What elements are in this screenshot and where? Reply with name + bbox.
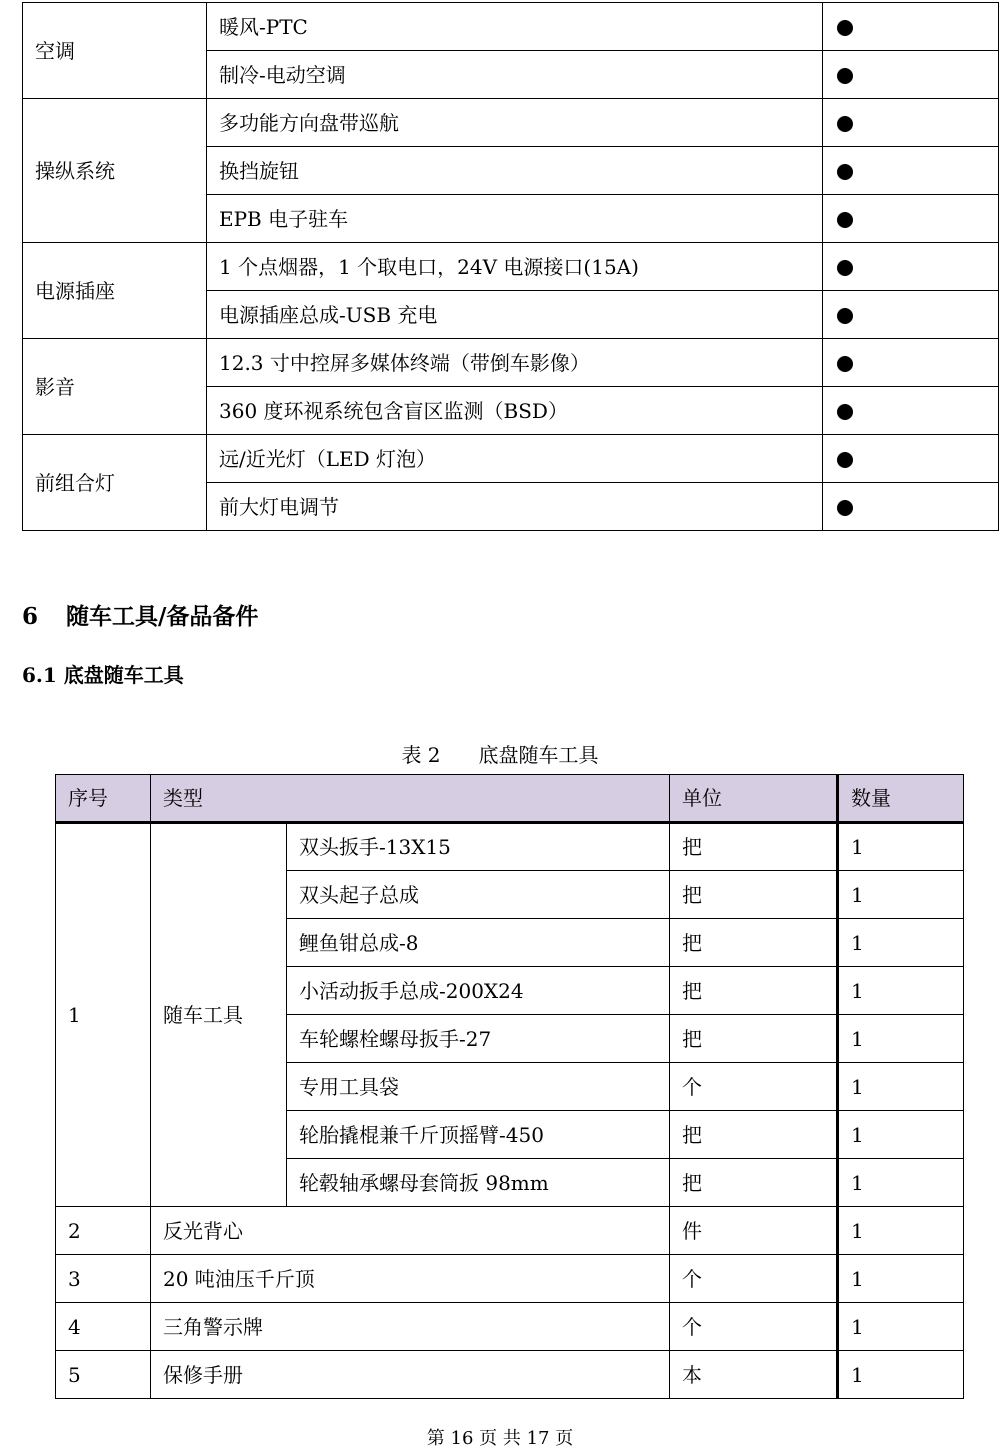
section-number: 6 [22,603,39,630]
equipped-mark [823,435,999,483]
item-cell: 远/近光灯（LED 灯泡） [207,435,823,483]
seq-cell: 5 [56,1351,151,1399]
unit-cell: 把 [670,1111,838,1159]
type-cell: 20 吨油压千斤顶 [151,1255,670,1303]
unit-cell: 个 [670,1063,838,1111]
bullet-dot-icon [837,356,853,372]
unit-cell: 把 [670,871,838,919]
qty-cell: 1 [838,1063,964,1111]
item-cell: 双头起子总成 [287,871,670,919]
header-qty: 数量 [838,775,964,823]
bullet-dot-icon [837,116,853,132]
table-row [23,99,999,147]
item-cell: 电源插座总成-USB 充电 [207,291,823,339]
category-cell: 前组合灯 [23,435,207,531]
unit-cell: 把 [670,967,838,1015]
header-seq: 序号 [56,775,151,823]
section-title: 随车工具/备品备件 [66,603,259,630]
equipped-mark [823,339,999,387]
equipped-mark [823,387,999,435]
config-table [22,2,999,531]
table-row [23,339,999,387]
tools-table [55,774,964,1399]
type-cell: 随车工具 [151,823,287,1207]
equipped-mark [823,99,999,147]
table-row [23,3,999,51]
item-cell: 车轮螺栓螺母扳手-27 [287,1015,670,1063]
qty-cell: 1 [838,1207,964,1255]
table-row [23,243,999,291]
qty-cell: 1 [838,1303,964,1351]
bullet-dot-icon [837,212,853,228]
item-cell: 360 度环视系统包含盲区监测（BSD） [207,387,823,435]
table-caption-label: 表 2 [401,743,441,767]
bullet-dot-icon [837,308,853,324]
seq-cell: 1 [56,823,151,1207]
table-caption-title: 底盘随车工具 [478,743,599,767]
subsection-title: 底盘随车工具 [63,663,184,687]
qty-cell: 1 [838,919,964,967]
table-caption [0,739,1000,768]
table-row [56,823,964,871]
header-type: 类型 [151,775,670,823]
bullet-dot-icon [837,20,853,36]
item-cell: 前大灯电调节 [207,483,823,531]
table-row [56,1303,964,1351]
item-cell: 双头扳手-13X15 [287,823,670,871]
item-cell: 换挡旋钮 [207,147,823,195]
item-cell: 小活动扳手总成-200X24 [287,967,670,1015]
qty-cell: 1 [838,871,964,919]
header-unit: 单位 [670,775,838,823]
unit-cell: 把 [670,823,838,871]
unit-cell: 个 [670,1255,838,1303]
unit-cell: 本 [670,1351,838,1399]
table-row [23,435,999,483]
item-cell: 专用工具袋 [287,1063,670,1111]
page-number-footer: 第 16 页 共 17 页 [426,1428,574,1449]
section-heading [22,598,258,631]
table-row [56,1255,964,1303]
seq-cell: 4 [56,1303,151,1351]
bullet-dot-icon [837,164,853,180]
equipped-mark [823,147,999,195]
category-cell: 空调 [23,3,207,99]
qty-cell: 1 [838,823,964,871]
qty-cell: 1 [838,1255,964,1303]
item-cell: 1 个点烟器，1 个取电口，24V 电源接口(15A) [207,243,823,291]
item-cell: 多功能方向盘带巡航 [207,99,823,147]
type-cell: 保修手册 [151,1351,670,1399]
unit-cell: 把 [670,1015,838,1063]
qty-cell: 1 [838,1159,964,1207]
qty-cell: 1 [838,1111,964,1159]
unit-cell: 个 [670,1303,838,1351]
equipped-mark [823,243,999,291]
item-cell: 轮胎撬棍兼千斤顶摇臂-450 [287,1111,670,1159]
item-cell: 轮毂轴承螺母套筒扳 98mm [287,1159,670,1207]
subsection-number: 6.1 [22,663,57,687]
category-cell: 影音 [23,339,207,435]
type-cell: 三角警示牌 [151,1303,670,1351]
item-cell: 制冷-电动空调 [207,51,823,99]
equipped-mark [823,195,999,243]
category-cell: 操纵系统 [23,99,207,243]
equipped-mark [823,3,999,51]
subsection-heading [22,659,184,688]
seq-cell: 3 [56,1255,151,1303]
unit-cell: 把 [670,1159,838,1207]
seq-cell: 2 [56,1207,151,1255]
qty-cell: 1 [838,1015,964,1063]
item-cell: 暖风-PTC [207,3,823,51]
equipped-mark [823,291,999,339]
item-cell: 鲤鱼钳总成-8 [287,919,670,967]
qty-cell: 1 [838,1351,964,1399]
bullet-dot-icon [837,404,853,420]
bullet-dot-icon [837,260,853,276]
item-cell: EPB 电子驻车 [207,195,823,243]
equipped-mark [823,483,999,531]
type-cell: 反光背心 [151,1207,670,1255]
qty-cell: 1 [838,967,964,1015]
category-cell: 电源插座 [23,243,207,339]
bullet-dot-icon [837,500,853,516]
unit-cell: 件 [670,1207,838,1255]
equipped-mark [823,51,999,99]
table-row [56,1207,964,1255]
bullet-dot-icon [837,68,853,84]
item-cell: 12.3 寸中控屏多媒体终端（带倒车影像） [207,339,823,387]
table-row [56,1351,964,1399]
bullet-dot-icon [837,452,853,468]
unit-cell: 把 [670,919,838,967]
table-header-row [56,775,964,823]
